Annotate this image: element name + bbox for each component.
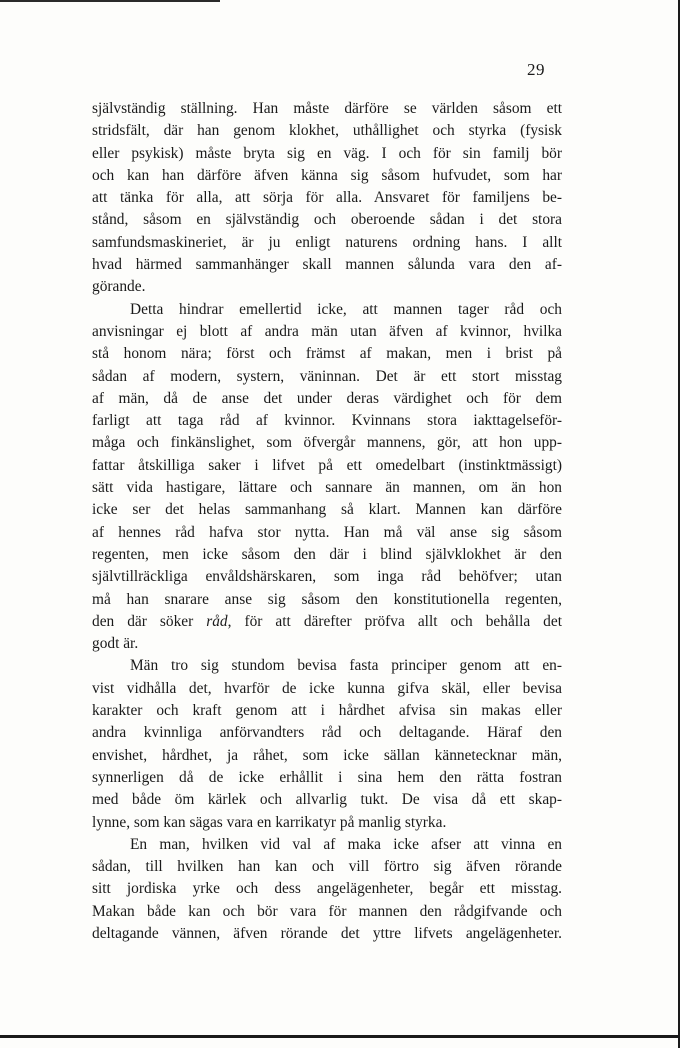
text-line: envishet, hårdhet, ja råhet, som icke sällan kännetecknar män, [92,746,562,764]
bottom-edge-rule [0,1035,680,1038]
text-line: görande. [92,278,146,296]
text-line: lynne, som kan sägas vara en karrikatyr på manlig styrka. [92,813,447,831]
top-edge-rule [0,0,220,2]
text-line: vist vidhålla det, hvarför de icke kunna gifva skäl, eller bevisa [92,679,562,697]
text-line: farligt att taga råd af kvinnor. Kvinnans stora iakttagelseför- [92,412,562,430]
text-line: hvad härmed sammanhänger skall mannen sålunda vara den af- [92,256,562,274]
text-line: med både öm kärlek och allvarlig tukt. De visa då ett skap- [92,791,562,809]
text-line: och kan han därföre äfven känna sig såsom hufvudet, som har [92,166,562,184]
text-line: godt är. [92,635,139,653]
text-line: icke ser det helas sammanhang så klart. Mannen kan därföre [92,501,562,519]
text-line: sitt jordiska yrke och dess angelägenheter, begår ett misstag. [92,880,562,898]
text-line: samfundsmaskineriet, är ju enligt naturens ordning hans. I allt [92,233,562,251]
text-line: af hennes råd hafva stor nytta. Han må väl anse sig såsom [92,523,562,541]
text-line: må han snarare anse sig såsom den konstitutionella regenten, [92,590,562,608]
text-line: Män tro sig stundom bevisa fasta principer genom att en- [130,657,562,675]
text-line: Detta hindrar emellertid icke, att mannen tager råd och [130,300,562,318]
text-line: stånd, såsom en självständig och oberoende sådan i det stora [92,211,562,229]
text-line: af män, då de anse det under deras värdighet och för dem [92,389,562,407]
text-line: den där söker råd, för att därefter pröfva allt och behålla det [92,612,562,630]
text-line: sådan, till hvilken han kan och vill förtro sig äfven rörande [92,858,562,876]
text-line: självtillräckliga envåldshärskaren, som inga råd behöfver; utan [92,568,562,586]
text-line: regenten, men icke såsom den där i blind självklokhet är den [92,545,562,563]
text-line: deltagande vännen, äfven rörande det yttre lifvets angelägenheter. [92,924,562,942]
text-line: En man, hvilken vid val af maka icke afser att vinna en [130,835,562,853]
text-line: sätt vida hastigare, lättare och sannare än mannen, om än hon [92,479,562,497]
text-line: synnerligen då de icke erhållit i sina hem den rätta fostran [92,768,562,786]
text-line: självständig ställning. Han måste därföre se världen såsom ett [92,100,562,117]
text-line: Makan både kan och bör vara för mannen den rådgifvande och [92,902,562,920]
text-line: stridsfält, där han genom klokhet, uthållighet och styrka (fysisk [92,122,562,140]
text-line: anvisningar ej blott af andra män utan äfven af kvinnor, hvilka [92,322,562,340]
text-line: måga och finkänslighet, som öfvergår mannens, gör, att hon upp- [92,434,562,452]
text-line: att tänka för alla, att sörja för alla. Ansvaret för familjens be- [92,189,562,207]
page-number: 29 [527,60,545,79]
text-line: sådan af modern, systern, väninnan. Det är ett stort misstag [92,367,562,385]
body-text [92,98,562,945]
text-line: karakter och kraft genom att i hårdhet afvisa sin makas eller [92,702,562,720]
text-line: stå honom nära; först och främst af makan, men i brist på [92,345,562,363]
text-line: andra kvinnliga anförvandters råd och deltagande. Häraf den [92,724,562,742]
text-line: fattar åtskilliga saker i lifvet på ett omedelbart (instinktmässigt) [92,456,562,474]
text-line: eller psykisk) måste bryta sig en väg. I och för sin familj bör [92,144,562,162]
